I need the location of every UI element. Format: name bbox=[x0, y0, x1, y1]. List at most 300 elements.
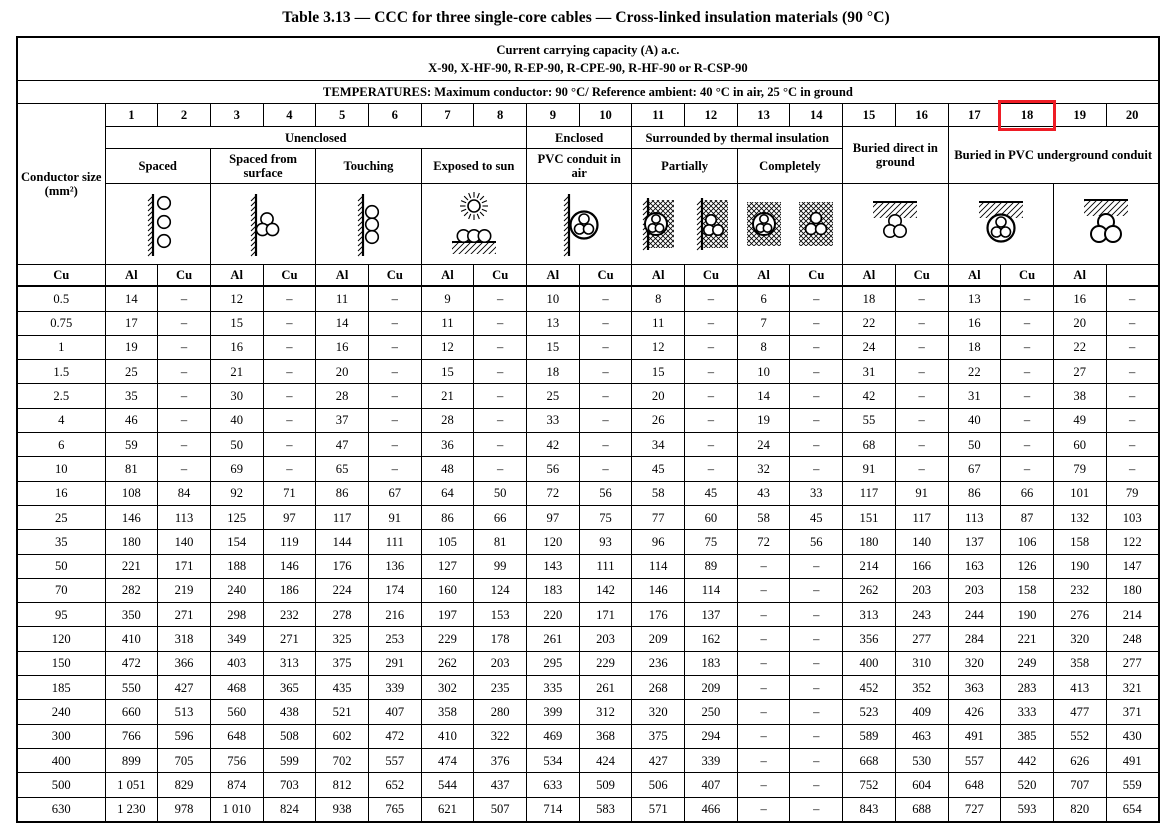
cell-col4: 824 bbox=[263, 797, 316, 822]
cell-col19: 626 bbox=[1053, 748, 1106, 772]
cell-col1: 19 bbox=[105, 335, 158, 359]
cell-col4: 186 bbox=[263, 578, 316, 602]
cell-col4: 703 bbox=[263, 773, 316, 797]
cell-col13: – bbox=[737, 797, 790, 822]
cell-col12: – bbox=[685, 457, 738, 481]
cell-col2: – bbox=[158, 360, 211, 384]
cell-col4: 313 bbox=[263, 651, 316, 675]
cell-col17: 426 bbox=[948, 700, 1001, 724]
cell-col9: 25 bbox=[527, 384, 580, 408]
cell-col8: 81 bbox=[474, 530, 527, 554]
cell-col19: 477 bbox=[1053, 700, 1106, 724]
cell-col14: – bbox=[790, 700, 843, 724]
buried-conduit-trefoil-icon bbox=[949, 186, 1053, 262]
column-number-1: 1 bbox=[105, 104, 158, 127]
cell-col11: 114 bbox=[632, 554, 685, 578]
icon-cell-buried-conduit-trefoil-icon bbox=[948, 184, 1053, 265]
cell-col5: 435 bbox=[316, 676, 369, 700]
cell-col20: 277 bbox=[1106, 651, 1159, 675]
cell-col11: 236 bbox=[632, 651, 685, 675]
table-row bbox=[17, 530, 1159, 554]
cell-col2: – bbox=[158, 433, 211, 457]
cell-col16: – bbox=[895, 433, 948, 457]
cell-col7: 621 bbox=[421, 797, 474, 822]
cell-col20: – bbox=[1106, 311, 1159, 335]
cell-col3: 21 bbox=[210, 360, 263, 384]
cell-col6: – bbox=[368, 433, 421, 457]
group-header-enclosed: Enclosed bbox=[527, 127, 632, 149]
cell-col3: 240 bbox=[210, 578, 263, 602]
cell-col17: 244 bbox=[948, 603, 1001, 627]
cell-col16: 203 bbox=[895, 578, 948, 602]
cell-col1: 46 bbox=[105, 408, 158, 432]
cell-col7: 262 bbox=[421, 651, 474, 675]
column-number-7: 7 bbox=[421, 104, 474, 127]
cell-col1: 410 bbox=[105, 627, 158, 651]
metal-header-row bbox=[17, 265, 1159, 287]
cell-col20: – bbox=[1106, 286, 1159, 311]
table-row bbox=[17, 505, 1159, 529]
conductor-size-value: 150 bbox=[17, 651, 105, 675]
cell-col17: 40 bbox=[948, 408, 1001, 432]
table-row bbox=[17, 627, 1159, 651]
icon-cell-wall-touching-circles-icon bbox=[316, 184, 421, 265]
cell-col17: 557 bbox=[948, 748, 1001, 772]
cell-col16: 310 bbox=[895, 651, 948, 675]
cell-col4: – bbox=[263, 384, 316, 408]
cell-col5: 65 bbox=[316, 457, 369, 481]
conductor-size-value: 4 bbox=[17, 408, 105, 432]
cell-col2: 978 bbox=[158, 797, 211, 822]
icon-cell-buried-direct-trefoil-icon bbox=[843, 184, 948, 265]
cell-col13: 14 bbox=[737, 384, 790, 408]
conductor-size-value: 0.75 bbox=[17, 311, 105, 335]
cell-col16: – bbox=[895, 408, 948, 432]
cell-col14: 45 bbox=[790, 505, 843, 529]
conductor-size-value: 35 bbox=[17, 530, 105, 554]
cell-col13: – bbox=[737, 748, 790, 772]
cell-col6: 339 bbox=[368, 676, 421, 700]
column-number-2: 2 bbox=[158, 104, 211, 127]
cell-col1: 146 bbox=[105, 505, 158, 529]
metal-header-13-cu: Cu bbox=[685, 265, 738, 287]
cell-col7: 127 bbox=[421, 554, 474, 578]
cell-col9: 56 bbox=[527, 457, 580, 481]
column-number-12: 12 bbox=[685, 104, 738, 127]
subgroup-header-spaced-from-surface: Spaced from surface bbox=[210, 149, 315, 184]
group-header-surrounded-by-thermal-insulation: Surrounded by thermal insulation bbox=[632, 127, 843, 149]
cell-col20: 147 bbox=[1106, 554, 1159, 578]
cell-col2: 84 bbox=[158, 481, 211, 505]
cell-col13: 19 bbox=[737, 408, 790, 432]
cell-col4: 438 bbox=[263, 700, 316, 724]
cell-col14: – bbox=[790, 603, 843, 627]
cell-col7: 105 bbox=[421, 530, 474, 554]
cell-col2: 366 bbox=[158, 651, 211, 675]
column-number-19: 19 bbox=[1053, 104, 1106, 127]
icon-cell-wall-conduit-trefoil-icon bbox=[527, 184, 632, 265]
cell-col3: 92 bbox=[210, 481, 263, 505]
column-number-4: 4 bbox=[263, 104, 316, 127]
cell-col15: 68 bbox=[843, 433, 896, 457]
cell-col17: 363 bbox=[948, 676, 1001, 700]
subgroup-header-exposed-to-sun: Exposed to sun bbox=[421, 149, 526, 184]
cell-col7: 474 bbox=[421, 748, 474, 772]
cell-col10: 509 bbox=[579, 773, 632, 797]
cell-col1: 108 bbox=[105, 481, 158, 505]
column-number-18: 18 bbox=[1001, 104, 1054, 127]
table-row bbox=[17, 286, 1159, 311]
conductor-size-value: 16 bbox=[17, 481, 105, 505]
cell-col17: 727 bbox=[948, 797, 1001, 822]
cell-col15: 91 bbox=[843, 457, 896, 481]
cell-col3: 560 bbox=[210, 700, 263, 724]
table-row bbox=[17, 335, 1159, 359]
cell-col8: 178 bbox=[474, 627, 527, 651]
cell-col9: 399 bbox=[527, 700, 580, 724]
cell-col8: 376 bbox=[474, 748, 527, 772]
cell-col6: 291 bbox=[368, 651, 421, 675]
cell-col18: 249 bbox=[1001, 651, 1054, 675]
metal-header-1-cu: Cu bbox=[17, 265, 105, 287]
cell-col5: 11 bbox=[316, 286, 369, 311]
cell-col15: 452 bbox=[843, 676, 896, 700]
cell-col13: 72 bbox=[737, 530, 790, 554]
metal-header-20-al: Al bbox=[1053, 265, 1106, 287]
cell-col18: 221 bbox=[1001, 627, 1054, 651]
cell-col1: 81 bbox=[105, 457, 158, 481]
cell-col16: 530 bbox=[895, 748, 948, 772]
metal-header-17-cu: Cu bbox=[895, 265, 948, 287]
cell-col13: 8 bbox=[737, 335, 790, 359]
table-row bbox=[17, 384, 1159, 408]
cell-col3: 468 bbox=[210, 676, 263, 700]
cell-col17: 320 bbox=[948, 651, 1001, 675]
table-row bbox=[17, 676, 1159, 700]
group-header-row bbox=[17, 127, 1159, 149]
cell-col10: 93 bbox=[579, 530, 632, 554]
cell-col15: 31 bbox=[843, 360, 896, 384]
cell-col15: 55 bbox=[843, 408, 896, 432]
cell-col10: 203 bbox=[579, 627, 632, 651]
cell-col11: 268 bbox=[632, 676, 685, 700]
cell-col14: – bbox=[790, 724, 843, 748]
cell-col15: 523 bbox=[843, 700, 896, 724]
metal-header-18-al: Al bbox=[948, 265, 1001, 287]
cell-col3: 403 bbox=[210, 651, 263, 675]
cell-col17: 648 bbox=[948, 773, 1001, 797]
cell-col19: 60 bbox=[1053, 433, 1106, 457]
cell-col19: 413 bbox=[1053, 676, 1106, 700]
cell-col18: – bbox=[1001, 360, 1054, 384]
buried-conduit-trefoil-large-icon bbox=[1054, 186, 1158, 262]
cell-col5: 28 bbox=[316, 384, 369, 408]
cell-col20: 122 bbox=[1106, 530, 1159, 554]
cell-col10: 368 bbox=[579, 724, 632, 748]
cell-col20: – bbox=[1106, 433, 1159, 457]
cell-col12: 466 bbox=[685, 797, 738, 822]
cell-col19: 158 bbox=[1053, 530, 1106, 554]
cell-col1: 25 bbox=[105, 360, 158, 384]
cell-col16: – bbox=[895, 335, 948, 359]
cell-col12: – bbox=[685, 408, 738, 432]
cell-col16: 463 bbox=[895, 724, 948, 748]
table-row bbox=[17, 408, 1159, 432]
subgroup-header-spaced: Spaced bbox=[105, 149, 210, 184]
cell-col8: – bbox=[474, 408, 527, 432]
column-number-15: 15 bbox=[843, 104, 896, 127]
cell-col19: 49 bbox=[1053, 408, 1106, 432]
cell-col9: 295 bbox=[527, 651, 580, 675]
cell-col7: 48 bbox=[421, 457, 474, 481]
table-row bbox=[17, 700, 1159, 724]
column-number-3: 3 bbox=[210, 104, 263, 127]
cell-col5: 20 bbox=[316, 360, 369, 384]
cell-col15: 214 bbox=[843, 554, 896, 578]
cell-col15: 22 bbox=[843, 311, 896, 335]
cell-col19: 20 bbox=[1053, 311, 1106, 335]
cell-col10: 229 bbox=[579, 651, 632, 675]
cell-col17: 491 bbox=[948, 724, 1001, 748]
cell-col14: – bbox=[790, 286, 843, 311]
subgroup-header-touching: Touching bbox=[316, 149, 421, 184]
cell-col6: 111 bbox=[368, 530, 421, 554]
cell-col15: 313 bbox=[843, 603, 896, 627]
cell-col14: – bbox=[790, 384, 843, 408]
conductor-size-value: 25 bbox=[17, 505, 105, 529]
cell-col3: 125 bbox=[210, 505, 263, 529]
cell-col11: 58 bbox=[632, 481, 685, 505]
cell-col4: – bbox=[263, 433, 316, 457]
cell-col16: 277 bbox=[895, 627, 948, 651]
cell-col17: 31 bbox=[948, 384, 1001, 408]
banner-line2: X-90, X-HF-90, R-EP-90, R-CPE-90, R-HF-90 or R-CSP-90 bbox=[428, 61, 748, 76]
cell-col16: – bbox=[895, 311, 948, 335]
cell-col16: – bbox=[895, 286, 948, 311]
cell-col18: 190 bbox=[1001, 603, 1054, 627]
cell-col18: – bbox=[1001, 335, 1054, 359]
cell-col2: 171 bbox=[158, 554, 211, 578]
cell-col20: 654 bbox=[1106, 797, 1159, 822]
cell-col13: – bbox=[737, 724, 790, 748]
cell-col12: 294 bbox=[685, 724, 738, 748]
cell-col6: 91 bbox=[368, 505, 421, 529]
cell-col5: 278 bbox=[316, 603, 369, 627]
cell-col19: 358 bbox=[1053, 651, 1106, 675]
cell-col13: 24 bbox=[737, 433, 790, 457]
cell-col6: 67 bbox=[368, 481, 421, 505]
cell-col1: 550 bbox=[105, 676, 158, 700]
column-number-20: 20 bbox=[1106, 104, 1159, 127]
cell-col11: 96 bbox=[632, 530, 685, 554]
cell-col13: – bbox=[737, 651, 790, 675]
cell-col18: 442 bbox=[1001, 748, 1054, 772]
conductor-size-value: 400 bbox=[17, 748, 105, 772]
subgroup-header-completely: Completely bbox=[737, 149, 842, 184]
table-row bbox=[17, 773, 1159, 797]
cell-col11: 12 bbox=[632, 335, 685, 359]
conductor-size-value: 6 bbox=[17, 433, 105, 457]
icon-cell-wall-spaced-trefoil-icon bbox=[210, 184, 315, 265]
cell-col11: 34 bbox=[632, 433, 685, 457]
cell-col2: – bbox=[158, 286, 211, 311]
cell-col8: – bbox=[474, 311, 527, 335]
cell-col19: 101 bbox=[1053, 481, 1106, 505]
cell-col18: 87 bbox=[1001, 505, 1054, 529]
cell-col4: 599 bbox=[263, 748, 316, 772]
cell-col12: 75 bbox=[685, 530, 738, 554]
cell-col14: 33 bbox=[790, 481, 843, 505]
cell-col14: – bbox=[790, 627, 843, 651]
cell-col13: 32 bbox=[737, 457, 790, 481]
cell-col17: 163 bbox=[948, 554, 1001, 578]
icon-cell-buried-conduit-trefoil-large-icon bbox=[1053, 184, 1158, 265]
cell-col17: 86 bbox=[948, 481, 1001, 505]
cell-col16: – bbox=[895, 384, 948, 408]
cell-col3: 16 bbox=[210, 335, 263, 359]
conductor-size-value: 1.5 bbox=[17, 360, 105, 384]
banner-line1: Current carrying capacity (A) a.c. bbox=[496, 43, 680, 57]
cell-col7: 15 bbox=[421, 360, 474, 384]
cell-col6: 136 bbox=[368, 554, 421, 578]
cell-col19: 79 bbox=[1053, 457, 1106, 481]
complete-insulation-icon bbox=[738, 186, 842, 262]
cell-col5: 14 bbox=[316, 311, 369, 335]
cell-col1: 35 bbox=[105, 384, 158, 408]
cell-col9: 714 bbox=[527, 797, 580, 822]
cell-col6: – bbox=[368, 384, 421, 408]
cell-col13: – bbox=[737, 676, 790, 700]
cell-col14: – bbox=[790, 408, 843, 432]
cell-col8: 203 bbox=[474, 651, 527, 675]
cell-col16: 243 bbox=[895, 603, 948, 627]
ccc-table bbox=[16, 36, 1160, 823]
cell-col9: 335 bbox=[527, 676, 580, 700]
cell-col11: 506 bbox=[632, 773, 685, 797]
table-row bbox=[17, 748, 1159, 772]
cell-col2: 219 bbox=[158, 578, 211, 602]
cell-col9: 120 bbox=[527, 530, 580, 554]
cell-col17: 16 bbox=[948, 311, 1001, 335]
icon-header-row bbox=[17, 184, 1159, 265]
cell-col3: 349 bbox=[210, 627, 263, 651]
buried-direct-trefoil-icon bbox=[843, 186, 947, 262]
cell-col16: 688 bbox=[895, 797, 948, 822]
cell-col17: 18 bbox=[948, 335, 1001, 359]
cell-col4: – bbox=[263, 286, 316, 311]
metal-header-8-al: Al bbox=[421, 265, 474, 287]
cell-col1: 660 bbox=[105, 700, 158, 724]
cell-col12: 89 bbox=[685, 554, 738, 578]
wall-conduit-trefoil-icon bbox=[527, 186, 631, 262]
cell-col5: 47 bbox=[316, 433, 369, 457]
cell-col5: 812 bbox=[316, 773, 369, 797]
cell-col14: – bbox=[790, 748, 843, 772]
cell-col16: 91 bbox=[895, 481, 948, 505]
table-body bbox=[17, 286, 1159, 822]
conductor-size-value: 120 bbox=[17, 627, 105, 651]
cell-col10: – bbox=[579, 335, 632, 359]
cell-col10: – bbox=[579, 384, 632, 408]
cell-col20: – bbox=[1106, 335, 1159, 359]
cell-col7: 36 bbox=[421, 433, 474, 457]
cell-col18: – bbox=[1001, 384, 1054, 408]
cell-col7: 12 bbox=[421, 335, 474, 359]
conductor-size-value: 10 bbox=[17, 457, 105, 481]
conductor-size-header: Conductor size (mm²) bbox=[17, 104, 105, 265]
cell-col11: 77 bbox=[632, 505, 685, 529]
cell-col4: 365 bbox=[263, 676, 316, 700]
cell-col10: 261 bbox=[579, 676, 632, 700]
cell-col10: – bbox=[579, 311, 632, 335]
table-row bbox=[17, 311, 1159, 335]
cell-col16: 140 bbox=[895, 530, 948, 554]
cell-col8: – bbox=[474, 286, 527, 311]
metal-header-10-al: Al bbox=[527, 265, 580, 287]
cell-col3: 188 bbox=[210, 554, 263, 578]
cell-col8: – bbox=[474, 457, 527, 481]
cell-col11: 45 bbox=[632, 457, 685, 481]
cell-col6: 407 bbox=[368, 700, 421, 724]
cell-col7: 410 bbox=[421, 724, 474, 748]
sun-on-ground-icon bbox=[422, 186, 526, 262]
cell-col9: 220 bbox=[527, 603, 580, 627]
cell-col12: 45 bbox=[685, 481, 738, 505]
cell-col19: 16 bbox=[1053, 286, 1106, 311]
cell-col6: – bbox=[368, 360, 421, 384]
cell-col3: 30 bbox=[210, 384, 263, 408]
group-header-unenclosed: Unenclosed bbox=[105, 127, 527, 149]
icon-cell-partial-insulation-icon bbox=[632, 184, 737, 265]
conductor-size-value: 185 bbox=[17, 676, 105, 700]
banner-row bbox=[17, 37, 1159, 81]
cell-col16: 352 bbox=[895, 676, 948, 700]
cell-col2: 705 bbox=[158, 748, 211, 772]
cell-col11: 320 bbox=[632, 700, 685, 724]
table-row bbox=[17, 578, 1159, 602]
cell-col9: 15 bbox=[527, 335, 580, 359]
cell-col5: 144 bbox=[316, 530, 369, 554]
cell-col18: – bbox=[1001, 408, 1054, 432]
cell-col7: 229 bbox=[421, 627, 474, 651]
cell-col6: 472 bbox=[368, 724, 421, 748]
metal-header-15-cu: Cu bbox=[790, 265, 843, 287]
cell-col9: 143 bbox=[527, 554, 580, 578]
metal-header-7-cu: Cu bbox=[368, 265, 421, 287]
cell-col1: 180 bbox=[105, 530, 158, 554]
cell-col5: 325 bbox=[316, 627, 369, 651]
cell-col5: 602 bbox=[316, 724, 369, 748]
cell-col1: 59 bbox=[105, 433, 158, 457]
cell-col11: 427 bbox=[632, 748, 685, 772]
cell-col9: 33 bbox=[527, 408, 580, 432]
cell-col8: 280 bbox=[474, 700, 527, 724]
cell-col13: 6 bbox=[737, 286, 790, 311]
cell-col4: – bbox=[263, 408, 316, 432]
cell-col4: – bbox=[263, 335, 316, 359]
cell-col12: – bbox=[685, 286, 738, 311]
column-number-10: 10 bbox=[579, 104, 632, 127]
cell-col5: 375 bbox=[316, 651, 369, 675]
cell-col15: 24 bbox=[843, 335, 896, 359]
table-row bbox=[17, 457, 1159, 481]
cell-col10: 56 bbox=[579, 481, 632, 505]
cell-col10: 111 bbox=[579, 554, 632, 578]
cell-col7: 11 bbox=[421, 311, 474, 335]
cell-col5: 117 bbox=[316, 505, 369, 529]
cell-col6: 216 bbox=[368, 603, 421, 627]
cell-col3: 874 bbox=[210, 773, 263, 797]
